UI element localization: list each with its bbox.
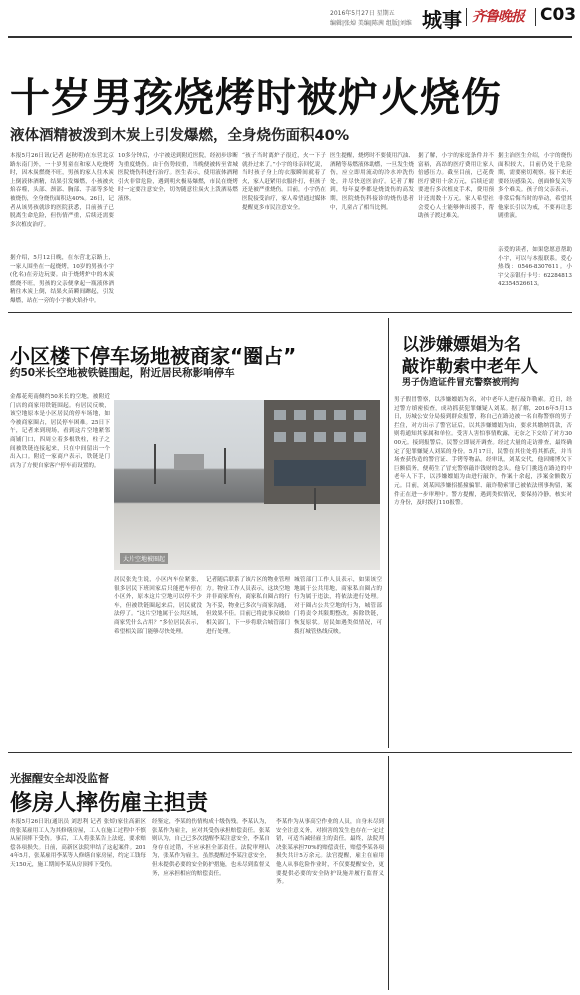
story3-headline-line1: 以涉嫌嫖娼为名: [402, 335, 521, 355]
story4-headline: 修房人摔伤雇主担责: [10, 791, 209, 816]
story1-subhead: 液体酒精被泼到木炭上引发爆燃，全身烧伤面积40%: [10, 128, 350, 144]
story1-column: 据了解，小宇的家庭条件并不富裕，高昂的医疗费用让家人倍感压力。截至目前，已花费医疗费用十余万元，后续还需要进行多次植皮手术，费用预计还需数十万元。家人希望社会爱心人士能够伸出援手，帮助孩子渡过难关。: [418, 153, 494, 220]
story4-column: 李某作为从事高空作业的人员，自身未尽到安全注意义务，对损害的发生也存在一定过错，可适当减轻雇主的责任。最终，法院判决张某承担70%的赔偿责任，赔偿李某各项损失共计5万余元。法官提醒，雇主在雇用他人从事危险作业时，不仅要提醒安全，更要提供必要的安全防护设施并履行监督义务。: [276, 819, 384, 886]
story2-column: 记者随后联系了该片区的物业管理方。物业工作人员表示，这块空地并非商家所有，商家私自圈占的行为不妥，物业已多次与商家沟通，但效果不佳。目前已将此事反映给相关部门，下一步将联合城管部门进行处理。: [206, 577, 290, 635]
story2-headline: 小区楼下停车场地被商家“圈占”: [10, 344, 297, 368]
column-rule: [388, 318, 389, 748]
editor-credits: 编辑|张焯 美编|陈茜 组版|刘维: [330, 20, 412, 27]
header-rule: [8, 36, 572, 38]
photo-caption: 大片空地被圈起: [120, 553, 168, 564]
section-rule: [8, 752, 572, 753]
story2-column: 城管部门工作人员表示，如果该空地属于公共用地，商家私自圈占的行为属于违法，将依法进行处理。对于圈占公共空地的行为，城管部门将责令其限期整改，拆除铁链，恢复原状。居民如遇类似情况，可拨打城管热线反映。: [294, 577, 382, 635]
story1-column: “孩子当时离炉子很近，火一下子就扑过来了。”小宇的母亲回忆说，当时孩子身上的衣服瞬间就着了火，家人赶紧用衣服扑打，但孩子还是被严重烧伤。目前，小宇仍在医院接受治疗，家人希望通过媒体提醒更多市民注意安全。: [242, 153, 326, 211]
section-rule: [8, 312, 572, 313]
story1-column: 本报5月26日讯(记者 赵秋明)在东营北京路东南门外，一十岁男童在和家人吃烧烤时，因木炭燃烧不旺，男孩的家人往木炭上倒液体酒精，结果引发爆燃，小孩被火焰吞噬，头部、颈部、胸部、手部等多处被烧伤，全身烧伤面积达40%。26日，记者从该男孩就诊的医院获悉，目前孩子已脱离生命危险，但伤情严重，后续还需要多次植皮治疗。: [10, 153, 114, 228]
story3-body: 男子假冒警察，以涉嫌嫖娼为名，对中老年人进行敲诈勒索。近日，经过警方缜密侦查，成功抓获犯罪嫌疑人刘某。据了解，2016年5月13日，历城公安分局接到群众报警，称自己在路边被一名自称警察的男子拦住，对方出示了警官证后，以其涉嫌嫖娼为由，要求其缴纳罚款，否则将通知其家属和单位。受害人害怕事情败露，无奈之下交给了对方3000元。接到报警后，民警立即展开调查。经过大量的走访排查，最终确定了犯罪嫌疑人刘某的身份。5月17日，民警在其住处将其抓获，并当场查获伪造的警官证、手铐等物品。经审讯，刘某交代，他因赌博欠下巨额债务，便萌生了冒充警察敲诈钱财的念头。他专门挑选在路边的中老年人下手，以涉嫌嫖娼为由进行敲诈，作案十余起，涉案金额数万元。目前，刘某因涉嫌招摇撞骗罪、敲诈勒索罪已被依法刑事拘留，案件正在进一步审理中。警方提醒，遇到类似情况，要保持冷静，核实对方身份，及时拨打110报警。: [394, 397, 572, 507]
column-rule: [388, 756, 389, 990]
story1-headline: 十岁男孩烧烤时被炉火烧伤: [10, 75, 502, 121]
section-title: 城事: [422, 8, 462, 32]
story2-column: 金都花苑南侧约50米长的空地，被附近门店的商家用铁链围起。有居民反映，该空地原本是小区居民的停车场地，如今被商家圈占，居民停车困难。25日下午，记者来到现场，看到这片空地紧邻商铺门口，四周立着多根铁柱，柱子之间被铁链连接起来，只在中间留出一个出入口。附近一家商户表示，铁链是门店为了方便自家客户停车而设置的。: [10, 394, 110, 469]
story2-subhead: 约50米长空地被铁链围起，附近居民称影响停车: [10, 367, 235, 379]
story1-column: 医生提醒，烧烤时不要使用汽油、酒精等易燃液体助燃，一旦发生烧伤，应立即用流动的冷水冲洗伤处，并尽快送医治疗。记者了解到，每年夏季都是烧烫伤的高发期，医院烧伤科接诊的烧伤患者中，儿童占了相当比例。: [330, 153, 414, 211]
story4-column: 本报5月26日讯(通讯员 刘思利 记者 张焯)家住高新区的张某雇用工人为其修缮房屋，工人在施工过程中不慎从屋顶摔下受伤。事后，工人将张某告上法庭，要求赔偿各项损失。日前，高新区法院审结了这起案件。2014年5月，张某雇用李某等人修缮自家房屋，约定工钱每天150元，施工期间李某从房顶摔下受伤。: [10, 819, 146, 868]
page-number: C03: [540, 5, 577, 25]
chain-post: [154, 444, 156, 484]
chain-post: [314, 488, 316, 510]
parking-lot-photo: [114, 400, 380, 570]
story4-column: 经鉴定，李某的伤情构成十级伤残。李某认为，张某作为雇主，应对其受伤承担赔偿责任。张某则认为，自己已多次提醒李某注意安全，李某自身存在过错，不应承担全部责任。法院审理认为，张某作为雇主，虽然提醒过李某注意安全，但未提供必要的安全防护措施，也未尽到监督义务，应承担相应的赔偿责任。: [152, 819, 270, 877]
chain-post: [224, 448, 226, 484]
story1-column: 据介绍，5月12日晚，在东营北京路上，一家人围坐在一起烧烤，10岁的男孩小宇(化名)在旁边玩耍。由于烧烤炉中的木炭燃烧不旺，男孩的父亲便拿起一瓶液体酒精往木炭上倒，结果火苗瞬间蹿起，引发爆燃，站在一旁的小宇被火焰扑中。: [10, 255, 114, 304]
story3-headline-line2: 敲诈勒索中老年人: [402, 357, 538, 377]
newspaper-logo: 齐鲁晚报: [472, 9, 524, 25]
story1-column: 据主治医生介绍，小宇的烧伤面积较大，目前仍处于危险期，需要密切观察。接下来还要经历感染关、创面修复关等多个难关。孩子的父亲表示，非常后悔当时的举动，希望其他家长引以为戒，不要再让悲剧重演。: [498, 153, 572, 220]
story3-subhead: 男子伪造证件冒充警察被刑拘: [402, 378, 520, 388]
header-divider: [466, 8, 467, 26]
story1-column: 10多分钟后，小宇被送到附近医院，经初步诊断为重度烧伤。由于伤势较重，当晚便被转至省城医院烧伤科进行治疗。医生表示，使用液体酒精引火非常危险，遇到明火极易爆燃，市民在烧烤时一定要注意安全，切勿随意往炭火上泼洒易燃液体。: [118, 153, 238, 202]
story2-column: 居民张先生说，小区内车位紧张，很多居民下班回家后只能把车停在小区外，原本这片空地可以停不少车，但被铁链圈起来后，居民就没法停了。“这片空地属于公共区域，商家凭什么占用？”多位居民表示，希望相关部门能够尽快处理。: [114, 577, 202, 635]
header-divider: [535, 8, 536, 26]
issue-date: 2016年5月27日 星期五: [330, 10, 395, 17]
story4-kicker: 光握醒安全却没监督: [10, 772, 109, 785]
story1-donation-info: 亲爱的读者，如果您愿意帮助小宇，可以与本报联系。爱心热线：0546-8307611。小宇父亲银行卡号：6228481342354526613。: [498, 247, 572, 288]
